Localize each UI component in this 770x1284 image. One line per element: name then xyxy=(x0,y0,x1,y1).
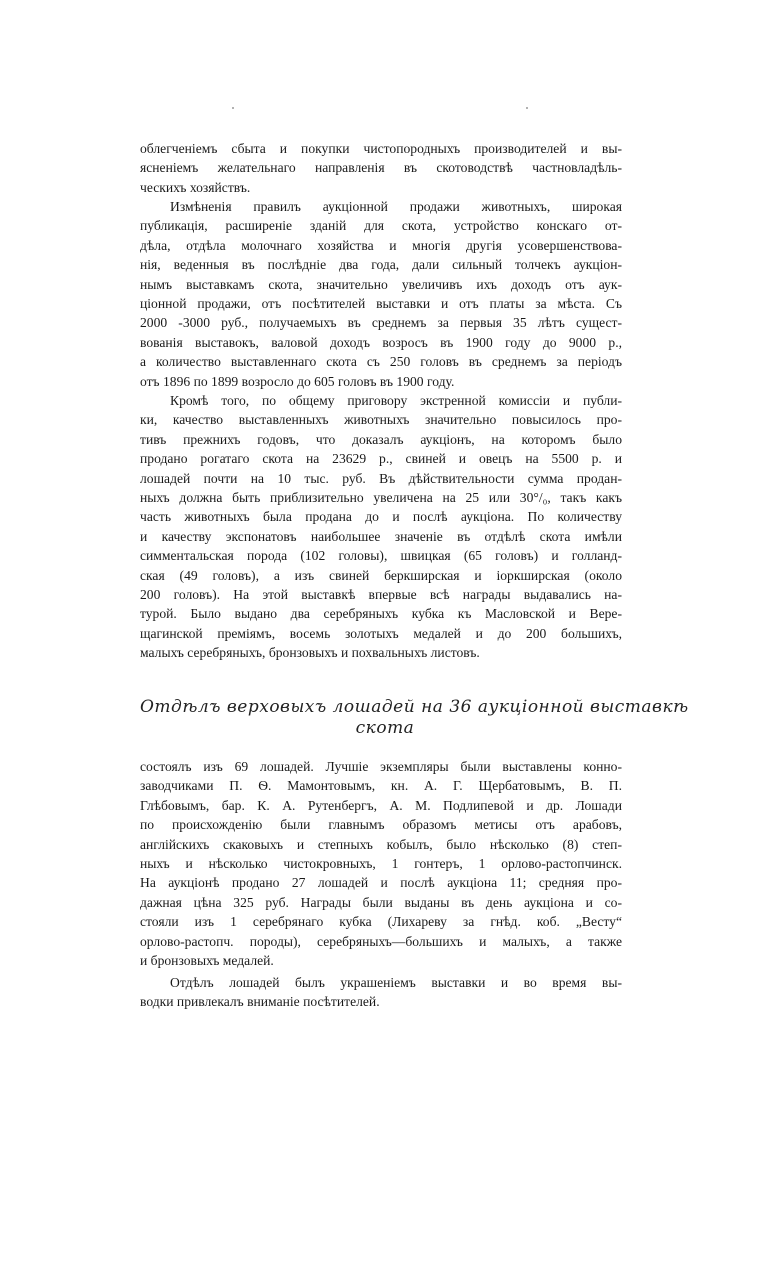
section-title-line-1: Отдѣлъ верховыхъ лошадей на 36 аукціонной выставкѣ xyxy=(140,697,689,717)
text-line: заводчиками П. Ѳ. Мамонтовымъ, кн. А. Г. Щербатовымъ, В. П. xyxy=(140,778,622,794)
paragraph-intro xyxy=(140,139,622,197)
text-line: нія, веденныя въ послѣдніе два года, дали сильный толчекъ аукціон- xyxy=(140,257,622,273)
text-line: публикація, расширеніе зданій для скота, устройство конскаго от- xyxy=(140,218,622,234)
text-line: ясненіемъ желательнаго направленія въ скотоводствѣ частновладѣль- xyxy=(140,160,622,176)
paragraph-horse-department xyxy=(140,973,622,1012)
text-line: ныхъ и нѣсколько чистокровныхъ, 1 гонтеръ, 1 орлово-растопчинск. xyxy=(140,855,622,871)
text-line: ческихъ хозяйствъ. xyxy=(140,179,251,195)
text-line: продано рогатаго скота на 23629 р., свиней и овецъ на 5500 р. и xyxy=(140,451,622,467)
text-line: отъ 1896 по 1899 возросло до 605 головъ въ 1900 году. xyxy=(140,373,455,389)
text-line: ціонной продажи, отъ посѣтителей выставки и отъ платы за мѣста. Съ xyxy=(140,295,622,311)
text-line: и бронзовыхъ медалей. xyxy=(140,952,274,968)
text-line: состоялъ изъ 69 лошадей. Лучшіе экземпляры были выставлены конно- xyxy=(140,759,622,774)
text-line: а количество выставленнаго скота съ 250 головъ въ среднемъ за періодъ xyxy=(140,354,622,370)
section-title-line-2: скота xyxy=(355,718,415,738)
text-line: по происхожденію были главнымъ образомъ метисы отъ арабовъ, xyxy=(140,817,622,833)
text-line: щагинской преміямъ, восемь золотыхъ медалей и до 200 большихъ, xyxy=(140,625,622,641)
text-line: Отдѣлъ лошадей былъ украшеніемъ выставки и во время вы- xyxy=(170,975,622,990)
text-line: Измѣненія правилъ аукціонной продажи животныхъ, широкая xyxy=(170,199,622,214)
paragraph-auction-changes xyxy=(140,197,622,391)
text-line: орлово-растопч. породы), серебряныхъ—большихъ и малыхъ, а также xyxy=(140,933,622,949)
paragraph-quality xyxy=(140,391,622,662)
text-line: ныхъ должна быть приблизительно увеличена на 25 или 30°/₀, такъ какъ xyxy=(140,489,622,505)
text-line: нымъ выставкамъ скота, значительно увеличивъ ихъ доходъ отъ аук- xyxy=(140,276,622,292)
text-line: вованія выставокъ, валовой доходъ возросъ въ 1900 году до 9000 р., xyxy=(140,334,622,350)
text-line: симментальская порода (102 головы), швицкая (65 головъ) и голланд- xyxy=(140,548,622,564)
text-line: Кромѣ того, по общему приговору экстренной комиссіи и публи- xyxy=(170,393,622,408)
section-title xyxy=(140,697,689,739)
text-line: 2000 -3000 руб., получаемыхъ въ среднемъ за первыя 35 лѣтъ сущест- xyxy=(140,315,622,331)
scan-speck xyxy=(526,107,528,109)
text-line: англійскихъ скаковыхъ и степныхъ кобылъ, было нѣсколько (8) степ- xyxy=(140,836,622,852)
text-line: водки привлекалъ вниманіе посѣтителей. xyxy=(140,994,380,1010)
text-line: и качеству экспонатовъ наибольшее значеніе въ отдѣлѣ скота имѣли xyxy=(140,528,622,544)
text-line: стояли изъ 1 серебрянаго кубка (Лихареву за гнѣд. коб. „Весту“ xyxy=(140,914,622,930)
text-line: На аукціонѣ продано 27 лошадей и послѣ аукціона 11; средняя про- xyxy=(140,875,622,891)
text-line: турой. Было выдано два серебряныхъ кубка къ Масловской и Вере- xyxy=(140,606,622,622)
text-line: ская (49 головъ), а изъ свиней беркширская и іоркширская (около xyxy=(140,567,622,583)
text-line: дѣла, отдѣла молочнаго хозяйства и многія другія усовершенствова- xyxy=(140,237,622,253)
text-line: облегченіемъ сбыта и покупки чистопородныхъ производителей и вы- xyxy=(140,141,622,156)
text-line: часть животныхъ была продана до и послѣ аукціона. По количеству xyxy=(140,509,622,525)
paragraph-horses xyxy=(140,757,622,970)
text-line: 200 головъ). На этой выставкѣ впервые всѣ награды выдавались на- xyxy=(140,586,622,602)
text-line: малыхъ серебряныхъ, бронзовыхъ и похвальныхъ листовъ. xyxy=(140,645,480,661)
text-line: дажная цѣна 325 руб. Награды были выданы въ день аукціона и со- xyxy=(140,894,622,910)
text-line: ки, качество выставленныхъ животныхъ значительно повысилось про- xyxy=(140,412,622,428)
text-line: лошадей почти на 10 тыс. руб. Въ дѣйствительности сумма продан- xyxy=(140,470,622,486)
text-line: Глѣбовымъ, бар. К. А. Рутенбергъ, А. М. Подлипевой и др. Лошади xyxy=(140,797,622,813)
text-line: тивъ прежнихъ годовъ, что доказалъ аукціонъ, на которомъ было xyxy=(140,431,622,447)
scan-speck xyxy=(232,107,234,109)
